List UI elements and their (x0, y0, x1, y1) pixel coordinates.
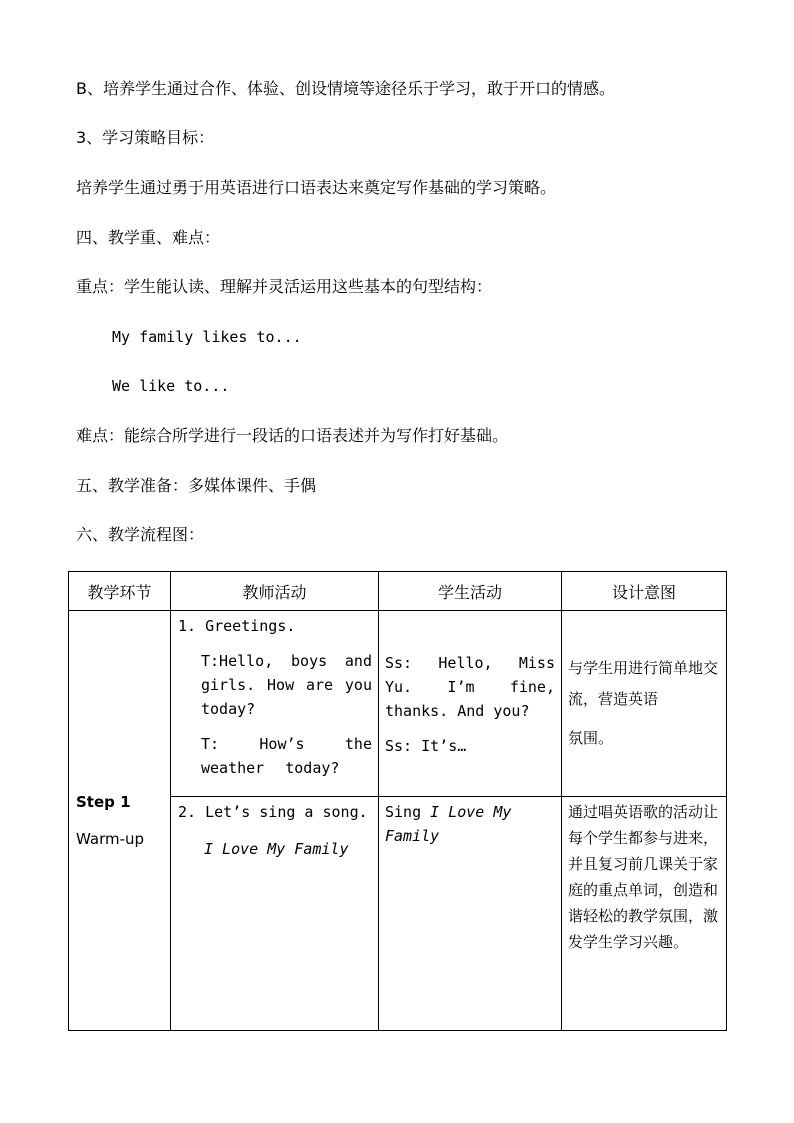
student-weather-line: Ss: It’s… (385, 737, 467, 755)
student-greeting-line: Ss: Hello, Miss Yu. I’m fine, thanks. And you? (385, 654, 555, 720)
section-heading-flowchart: 六、教学流程图： (76, 525, 205, 544)
paragraph-key-point: 重点：学生能认读、理解并灵活运用这些基本的句型结构： (76, 277, 493, 296)
teacher-greeting-line: T:Hello, boys and girls. How are you today? (201, 652, 372, 718)
sentence-pattern-1: My family likes to... (112, 328, 302, 346)
intent-song-text: 通过唱英语歌的活动让每个学生都参与进来，并且复习前几课关于家庭的重点单词，创造和谐轻松的教学氛围，激发学生学习兴趣。 (568, 803, 719, 951)
paragraph-strategy-heading: 3、学习策略目标： (76, 128, 215, 147)
student-activity-cell (379, 797, 562, 1031)
teacher-item-song: 2. Let’s sing a song. (178, 803, 368, 821)
intent-cell (562, 797, 727, 1031)
teacher-activity-cell (171, 611, 379, 797)
table-header-row (69, 572, 727, 611)
header-teacher-activity: 教师活动 (171, 572, 379, 611)
teacher-item-greetings: 1. Greetings. (178, 617, 296, 635)
header-stage: 教学环节 (69, 572, 171, 611)
paragraph-goal-b: B、培养学生通过合作、体验、创设情境等途径乐于学习，敢于开口的情感。 (76, 79, 615, 98)
student-sing-prefix: Sing (385, 803, 422, 821)
student-activity-cell (379, 611, 562, 797)
section-heading-key-points: 四、教学重、难点： (76, 228, 221, 247)
student-song-title: I Love My Family (385, 803, 512, 845)
paragraph-difficulty: 难点：能综合所学进行一段话的口语表述并为写作打好基础。 (76, 426, 509, 445)
teacher-activity-cell (171, 797, 379, 1031)
sentence-pattern-2: We like to... (112, 377, 230, 395)
intent-text-2: 氛围。 (568, 729, 614, 747)
intent-text-1: 与学生用进行简单地交流，营造英语 (568, 659, 719, 708)
table-row (69, 611, 727, 797)
paragraph-strategy-text: 培养学生通过勇于用英语进行口语表达来奠定写作基础的学习策略。 (76, 178, 557, 197)
student-sing-line (379, 797, 561, 848)
header-student-activity: 学生活动 (379, 572, 562, 611)
teacher-weather-line: T: How’s the weather today? (201, 735, 372, 777)
intent-cell (562, 611, 727, 797)
header-design-intent: 设计意图 (562, 572, 727, 611)
section-heading-preparation: 五、教学准备：多媒体课件、手偶 (76, 476, 317, 495)
step-title: Step 1 (76, 793, 131, 811)
teaching-flow-table (68, 571, 727, 1031)
step-subtitle: Warm-up (76, 830, 145, 848)
teacher-song-title: I Love My Family (204, 840, 349, 858)
step-cell (69, 611, 171, 1031)
